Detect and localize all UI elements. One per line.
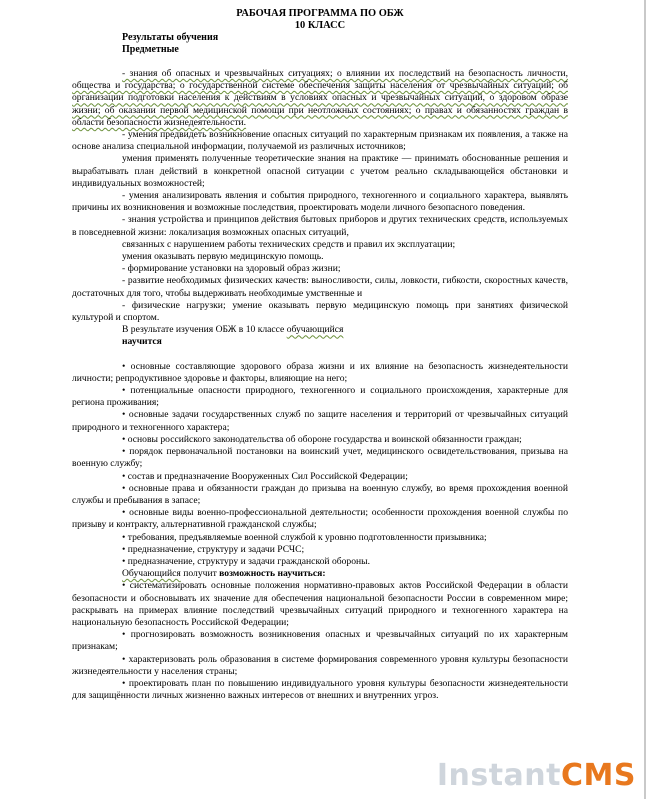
heading-results: Результаты обучения [122,32,219,43]
learn-item: • основы российского законодательства об обороне государства и воинской обязанности граждан; [122,433,522,445]
paragraph-8: - формирование установки на здоровый образ жизни; [122,263,341,275]
paragraph-3: умения применять полученные теоретические знания на практике — принимать обоснованные решения и вырабатывать план действий в конкретной опасной ситуации с учетом реально складывающейся обстановки и индивидуальных возможностей; [72,153,568,189]
chance-item: • проектировать план по повышению индивидуального уровня культуры безопасности жизнедеятельности для защищённости личных жизненно важных интересов от внешних и внутренних угроз. [72,677,568,702]
learn-item: • потенциальные опасности природного, техногенного и социального происхождения, характерные для региона проживания; [72,385,568,409]
watermark-logo [437,758,636,793]
learn-item: • порядок первоначальной постановки на воинский учет, медицинского освидетельствования, призыва на военную службу; [72,446,568,470]
learn-item: • основные виды военно-профессиональной деятельности; особенности прохождения военной службы по призыву и контракту, альтернативной гражданской службы; [72,507,568,531]
paragraph-6: связанных с нарушением работы технических средств и правил их эксплуатации; [122,238,456,250]
paragraph-2: - умения предвидеть возникновение опасных ситуаций по характерным признакам их появления, а также на основе анализа специальной информации, получаемой из различных источников; [72,129,568,153]
chance-bold: возможность научиться [219,568,323,580]
learn-item: • предназначение, структуру и задачи гражданской обороны. [122,555,370,567]
paragraph-10: - физические нагрузки; умение оказывать первую медицинскую помощь при занятиях физической культурой и спортом. [72,299,568,324]
doc-title-line2: 10 КЛАСС [294,20,346,31]
chance-text: получит [180,568,220,580]
learn-item: • основные права и обязанности граждан до призыва на военную службу, во время прохождения военной службы и пребывания в запасе; [72,482,568,506]
paragraph-4: - умения анализировать явления и события природного, техногенного и социального характера, выявлять причины их возникновения и возможные последствия, проектировать модели личного безопасного поведения. [72,190,568,214]
chance-word: Обучающийся [122,568,181,580]
heading-subject: Предметные [122,44,179,55]
learn-item: • состав и предназначение Вооруженных Сил Российской Федерации; [122,470,408,482]
paragraph-1: - знания об опасных и чрезвычайных ситуациях; о влиянии их последствий на безопасность личности, общества и государства; о государственной системе обеспечения защиты населения от чрезвычайных ситуаций; об организации подготовки населения к действиям в условиях опасных и чрезвычайных ситуаций, о здоровом образе жизни; об оказании первой медицинской помощи при неотложных состояниях; о правах и обязанностях граждан в области безопасности жизнедеятельности. [72,68,568,128]
blank-line [72,349,568,361]
learn-intro-text: В результате изучения ОБЖ в 10 классе [122,324,285,336]
learn-item: • требования, предъявляемые военной службой к уровню подготовленности призывника; [122,531,487,543]
learn-label: научится [122,336,162,348]
blank-line [72,56,568,68]
learn-item: • основные составляющие здорового образа жизни и их влияние на безопасность жизнедеятельности личности; репродуктивное здоровье и факторы, влияющие на него; [72,360,568,384]
watermark-part1: Instant [436,758,562,793]
doc-title-line1: РАБОЧАЯ ПРОГРАММА ПО ОБЖ [236,8,404,19]
chance-intro: Обучающийся получит возможность научиться: [122,568,326,580]
chance-item: • характеризовать роль образования в системе формирования современного уровня культуры безопасности жизнедеятельности у населения страны; [72,653,568,677]
paragraph-7: умения оказывать первую медицинскую помощь. [122,251,324,263]
learn-intro [72,324,568,336]
chance-item: • прогнозировать возможность возникновения опасных и чрезвычайных ситуаций по их характерным признакам; [72,629,568,653]
chance-item: • систематизировать основные положения нормативно-правовых актов Российской Федерации в области безопасности и обосновывать их значение для обеспечения национальной безопасности России в современном мире; раскрывать на примерах влияние последствий чрезвычайных ситуаций природного и техногенного характера на национальную безопасность Российской Федерации; [72,580,568,628]
paragraph-9: - развитие необходимых физических качеств: выносливости, силы, ловкости, гибкости, скоростных качеств, достаточных для того, чтобы выдерживать необходимые умственные и [72,275,568,299]
document-page [72,8,568,702]
learn-item: • основные задачи государственных служб по защите населения и территорий от чрезвычайных ситуаций природного и техногенного характера; [72,409,568,433]
watermark-part2: CMS [561,758,636,793]
learn-item: • предназначение, структуру и задачи РСЧС; [122,543,305,555]
paragraph-5: - знания устройства и принципов действия бытовых приборов и других технических средств, используемых в повседневной жизни: локализация возможных опасных ситуаций, [72,214,568,238]
learn-intro-word: обучающийся [286,324,344,336]
